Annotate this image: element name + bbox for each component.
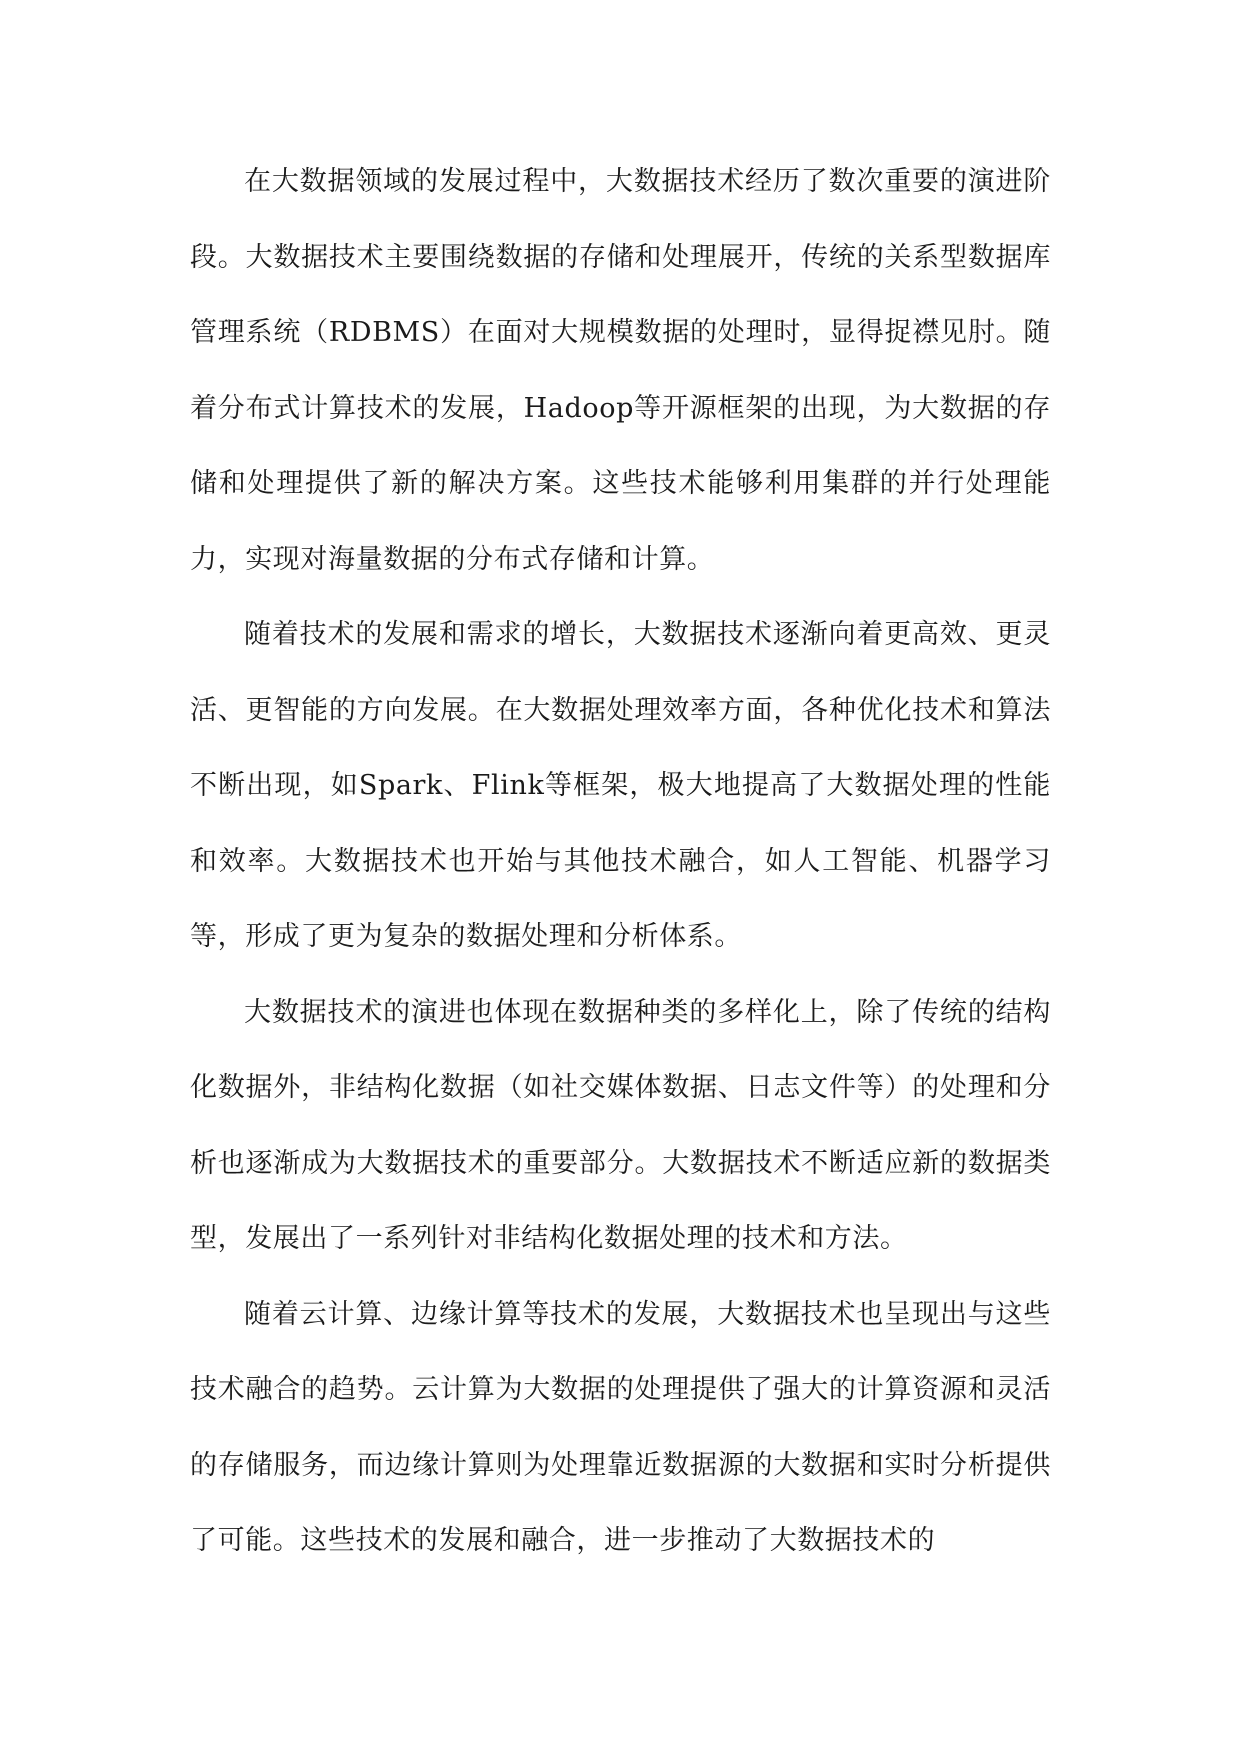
paragraph-2: 随着技术的发展和需求的增长，大数据技术逐渐向着更高效、更灵活、更智能的方向发展。在大数据处理效率方面，各种优化技术和算法不断出现，如Spark、Flink等框架，极大地提高了大数据处理的性能和效率。大数据技术也开始与其他技术融合，如人工智能、机器学习等，形成了更为复杂的数据处理和分析体系。 [190, 619, 1051, 952]
paragraph-4: 随着云计算、边缘计算等技术的发展，大数据技术也呈现出与这些技术融合的趋势。云计算为大数据的处理提供了强大的计算资源和灵活的存储服务，而边缘计算则为处理靠近数据源的大数据和实时分析提供了可能。这些技术的发展和融合，进一步推动了大数据技术的 [190, 1298, 1051, 1556]
paragraph-3: 大数据技术的演进也体现在数据种类的多样化上，除了传统的结构化数据外，非结构化数据（如社交媒体数据、日志文件等）的处理和分析也逐渐成为大数据技术的重要部分。大数据技术不断适应新的数据类型，发展出了一系列针对非结构化数据处理的技术和方法。 [190, 996, 1051, 1254]
document-body [190, 144, 1051, 1579]
paragraph-1: 在大数据领域的发展过程中，大数据技术经历了数次重要的演进阶段。大数据技术主要围绕数据的存储和处理展开，传统的关系型数据库管理系统（RDBMS）在面对大规模数据的处理时，显得捉襟见肘。随着分布式计算技术的发展，Hadoop等开源框架的出现，为大数据的存储和处理提供了新的解决方案。这些技术能够利用集群的并行处理能力，实现对海量数据的分布式存储和计算。 [190, 166, 1051, 575]
